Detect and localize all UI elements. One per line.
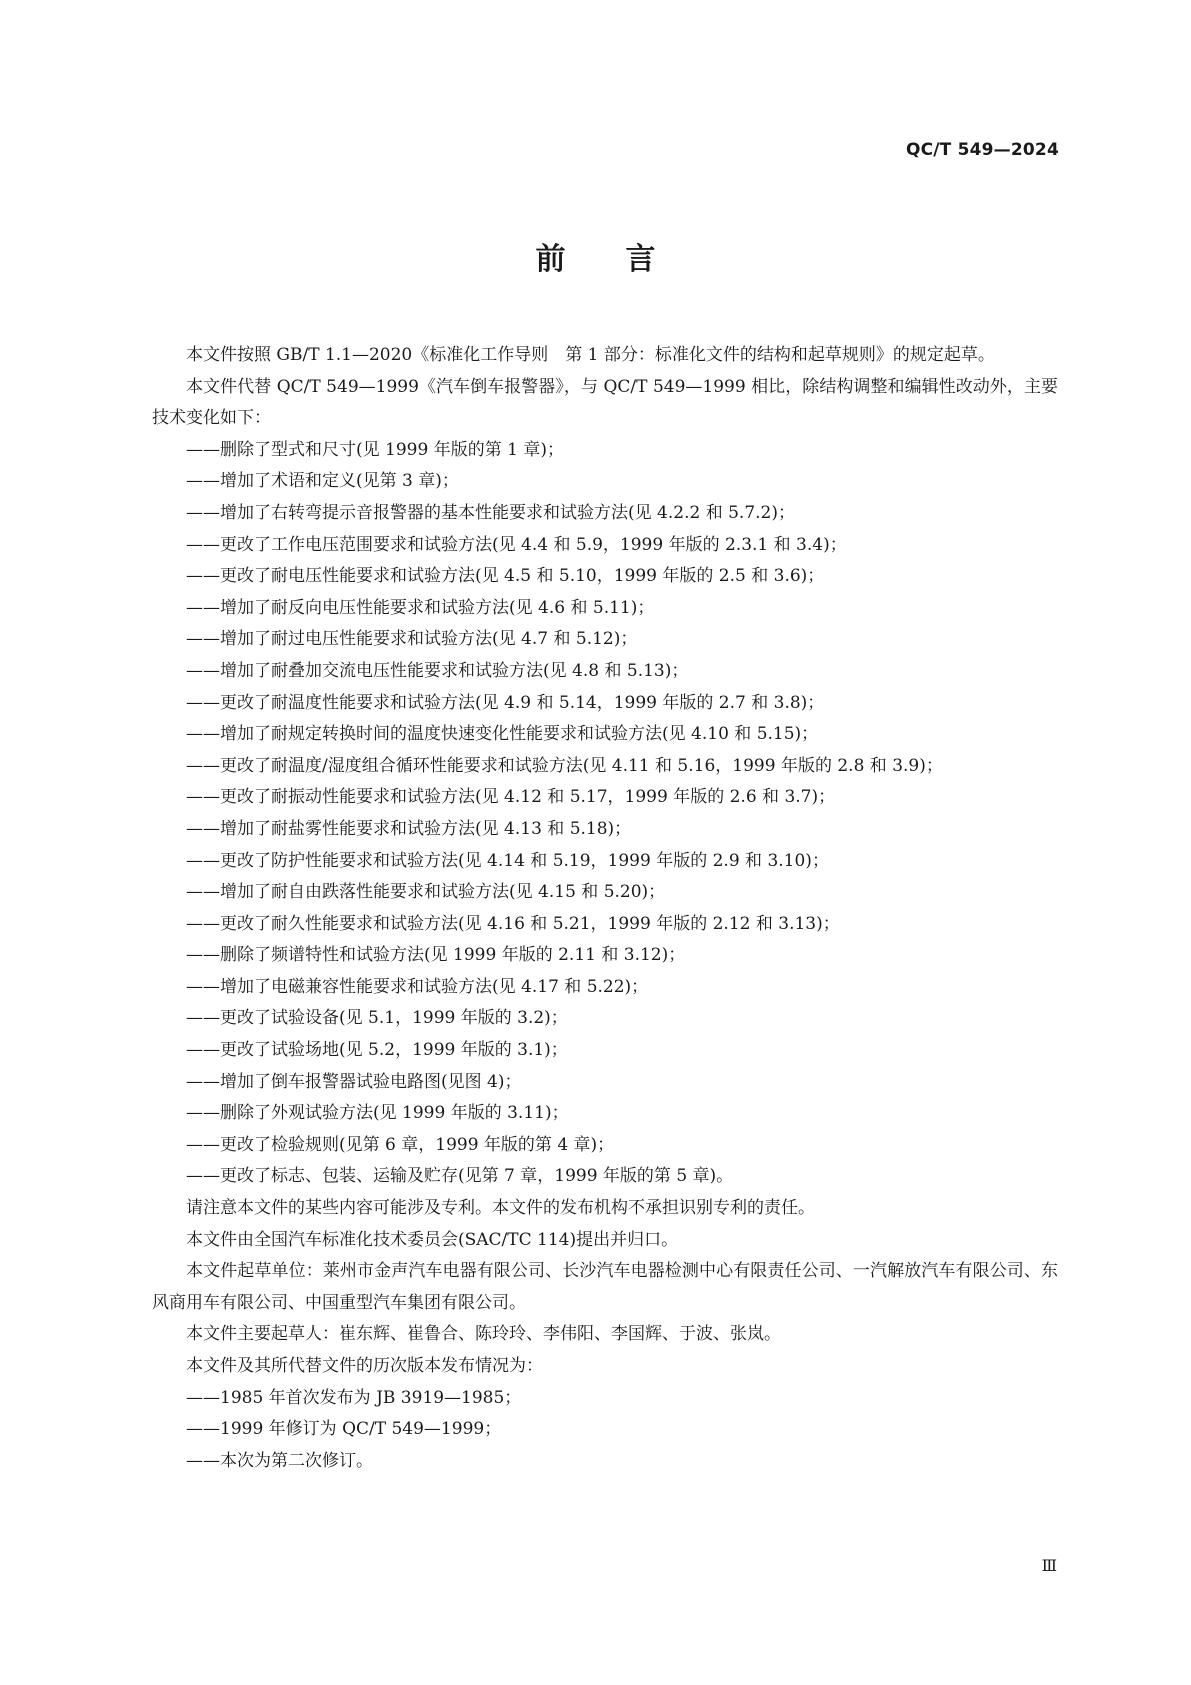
drafters: 本文件主要起草人：崔东辉、崔鲁合、陈玲玲、李伟阳、李国辉、于波、张岚。 <box>186 1324 781 1345</box>
list-item: ——更改了耐电压性能要求和试验方法(见 4.5 和 5.10，1999 年版的 2.5 和 3.6)； <box>186 566 825 587</box>
list-item: ——更改了标志、包装、运输及贮存(见第 7 章，1999 年版的第 5 章)。 <box>186 1166 734 1187</box>
list-item: ——增加了耐盐雾性能要求和试验方法(见 4.13 和 5.18)； <box>186 818 632 839</box>
list-item: ——更改了耐久性能要求和试验方法(见 4.16 和 5.21，1999 年版的 2.12 和 3.13)； <box>186 913 840 934</box>
list-item: ——增加了右转弯提示音报警器的基本性能要求和试验方法(见 4.2.2 和 5.7.2)； <box>186 502 795 523</box>
list-item: ——更改了试验设备(见 5.1，1999 年版的 3.2)； <box>186 1008 568 1029</box>
list-item: ——本次为第二次修订。 <box>186 1450 373 1471</box>
title-char-1: 前 <box>535 242 566 277</box>
list-item: ——增加了术语和定义(见第 3 章)； <box>186 471 459 492</box>
title-char-2: 言 <box>625 242 656 277</box>
page-title <box>0 240 1191 280</box>
patent-notice: 请注意本文件的某些内容可能涉及专利。本文件的发布机构不承担识别专利的责任。 <box>186 1198 815 1219</box>
list-item: ——增加了耐自由跌落性能要求和试验方法(见 4.15 和 5.20)； <box>186 882 666 903</box>
page-number: Ⅲ <box>1041 1556 1057 1575</box>
proposer-statement: 本文件由全国汽车标准化技术委员会(SAC/TC 114)提出并归口。 <box>186 1229 679 1250</box>
list-item: ——更改了工作电压范围要求和试验方法(见 4.4 和 5.9，1999 年版的 2.3.1 和 3.4)； <box>186 534 847 555</box>
history-list <box>152 1383 1058 1478</box>
drafting-units: 本文件起草单位：莱州市金声汽车电器有限公司、长沙汽车电器检测中心有限责任公司、一汽解放汽车有限公司、东风商用车有限公司、中国重型汽车集团有限公司。 <box>152 1261 1058 1313</box>
list-item: ——删除了型式和尺寸(见 1999 年版的第 1 章)； <box>186 439 564 460</box>
list-item: ——更改了试验场地(见 5.2，1999 年版的 3.1)； <box>186 1040 568 1061</box>
document-code: QC/T 549—2024 <box>905 140 1059 160</box>
list-item: ——增加了耐规定转换时间的温度快速变化性能要求和试验方法(见 4.10 和 5.15)； <box>186 724 819 745</box>
list-item: ——增加了耐反向电压性能要求和试验方法(见 4.6 和 5.11)； <box>186 597 655 618</box>
changes-list <box>152 435 1058 1193</box>
list-item: ——更改了耐温度性能要求和试验方法(见 4.9 和 5.14，1999 年版的 2.7 和 3.8)； <box>186 692 825 713</box>
list-item: ——增加了倒车报警器试验电路图(见图 4)； <box>186 1071 522 1092</box>
list-item: ——1985 年首次发布为 JB 3919—1985； <box>186 1387 522 1408</box>
list-item: ——更改了防护性能要求和试验方法(见 4.14 和 5.19，1999 年版的 2.9 和 3.10)； <box>186 850 829 871</box>
list-item: ——增加了电磁兼容性能要求和试验方法(见 4.17 和 5.22)； <box>186 976 649 997</box>
list-item: ——增加了耐过电压性能要求和试验方法(见 4.7 和 5.12)； <box>186 629 638 650</box>
list-item: ——删除了外观试验方法(见 1999 年版的 3.11)； <box>186 1103 569 1124</box>
list-item: ——增加了耐叠加交流电压性能要求和试验方法(见 4.8 和 5.13)； <box>186 660 689 681</box>
intro-paragraph-2: 本文件代替 QC/T 549—1999《汽车倒车报警器》，与 QC/T 549—1999 相比，除结构调整和编辑性改动外，主要技术变化如下： <box>152 376 1058 429</box>
list-item: ——删除了频谱特性和试验方法(见 1999 年版的 2.11 和 3.12)； <box>186 945 686 966</box>
list-item: ——更改了耐温度/湿度组合循环性能要求和试验方法(见 4.11 和 5.16，1999 年版的 2.8 和 3.9)； <box>186 755 943 776</box>
history-intro: 本文件及其所代替文件的历次版本发布情况为： <box>186 1356 543 1376</box>
foreword-body <box>152 340 1058 1477</box>
list-item: ——1999 年修订为 QC/T 549—1999； <box>186 1419 502 1440</box>
intro-paragraph-1: 本文件按照 GB/T 1.1—2020《标准化工作导则 第 1 部分：标准化文件的结构和起草规则》的规定起草。 <box>186 345 995 365</box>
list-item: ——更改了检验规则(见第 6 章，1999 年版的第 4 章)； <box>186 1134 615 1155</box>
list-item: ——更改了耐振动性能要求和试验方法(见 4.12 和 5.17，1999 年版的 2.6 和 3.7)； <box>186 787 836 808</box>
